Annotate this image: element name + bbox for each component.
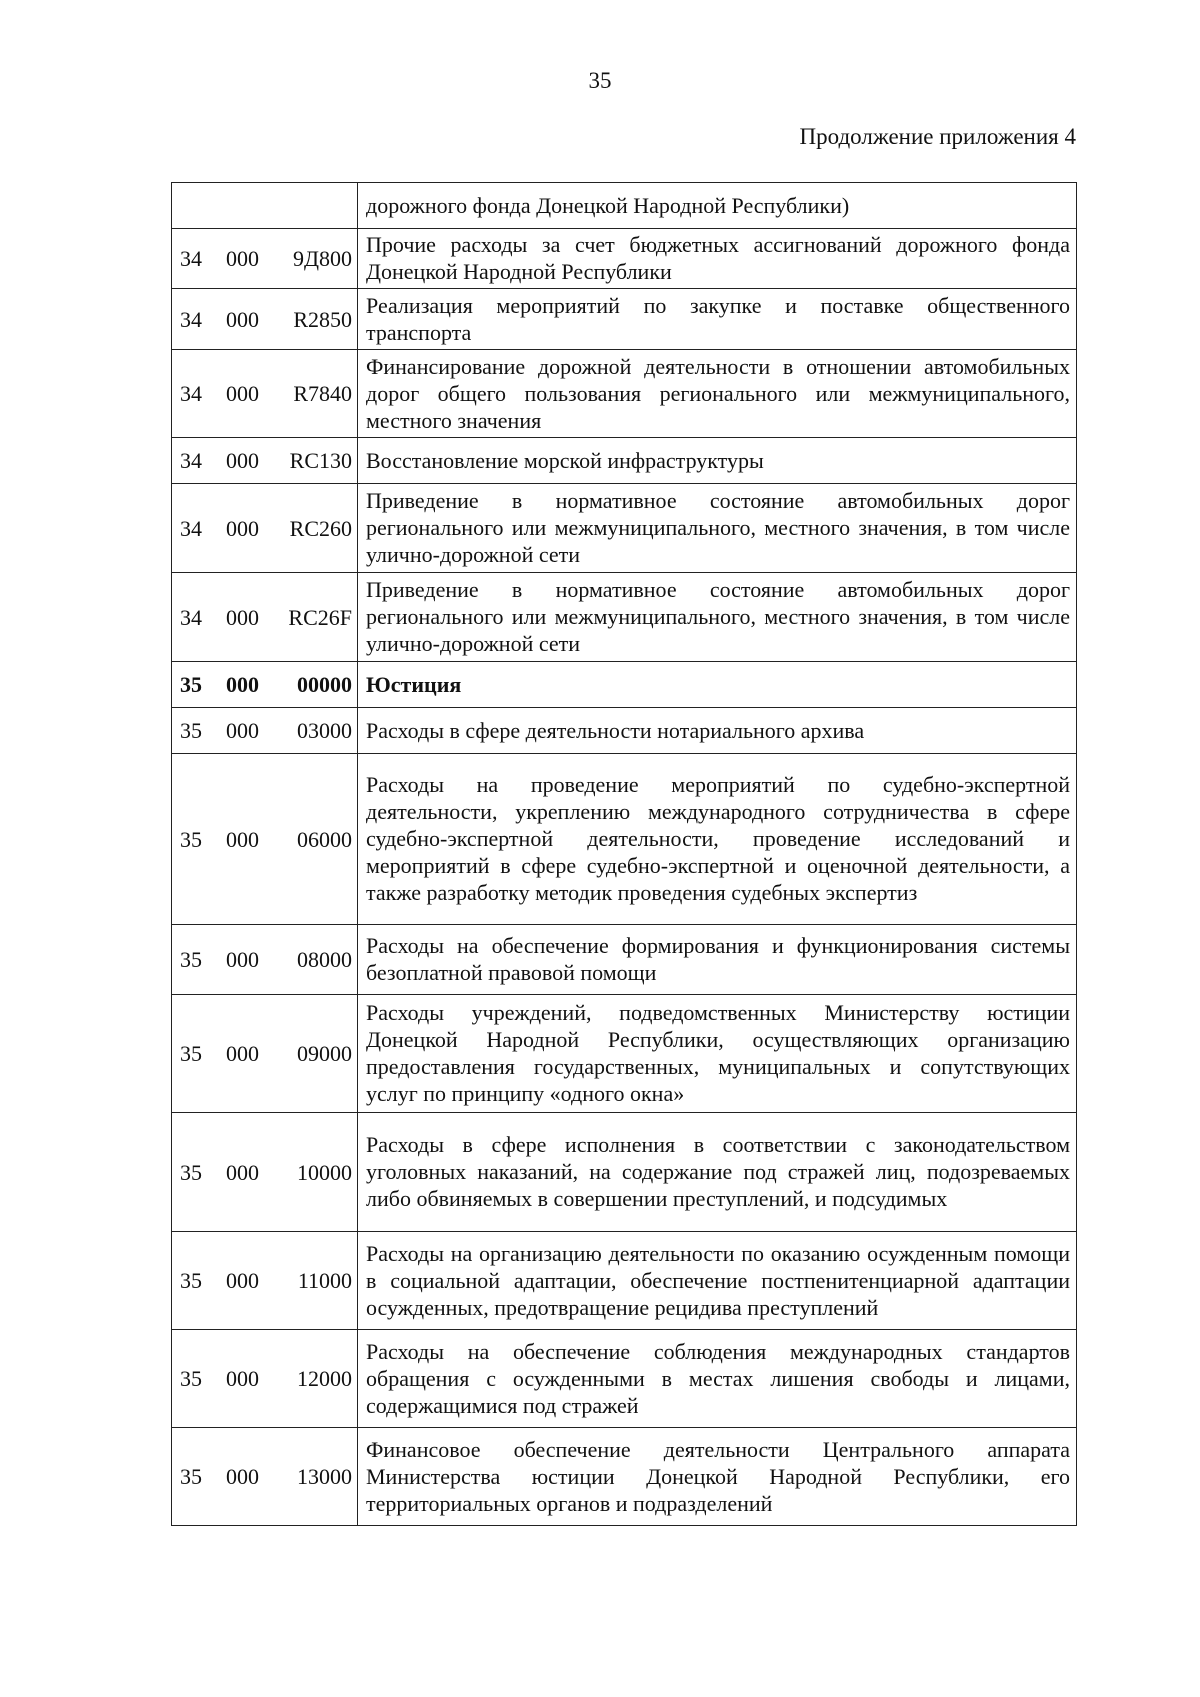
code-part-3: RC26F	[288, 604, 352, 630]
description-cell: Юстиция	[358, 662, 1077, 708]
code-cell	[172, 1113, 358, 1232]
code-part-2: 000	[226, 515, 259, 541]
code-part-3: 06000	[297, 826, 352, 852]
continuation-label: Продолжение приложения 4	[799, 124, 1076, 149]
code-part-1: 35	[180, 672, 202, 697]
table-row	[172, 484, 1077, 573]
code-part-3: 10000	[297, 1159, 352, 1185]
code-part-1: 34	[180, 381, 202, 406]
description-cell: Расходы на проведение мероприятий по судебно-экспертной деятельности, укреплению международного сотрудничества в сфере судебно-экспертной деятельности, проведение исследований и мероприятий в сфере судебно-экспертной и оценочной деятельности, а также разработку методик проведения судебных экспертиз	[358, 754, 1077, 925]
code-part-3: R2850	[293, 306, 352, 332]
code-part-3: 9Д800	[292, 246, 352, 271]
code-part-3: RC130	[289, 448, 352, 473]
table-row	[172, 754, 1077, 925]
code-part-2: 000	[226, 1268, 259, 1293]
table-row	[172, 1232, 1077, 1330]
code-cell	[172, 708, 358, 754]
table-row	[172, 183, 1077, 229]
code-cell	[172, 438, 358, 484]
code-part-1: 34	[180, 246, 202, 271]
code-part-2: 000	[226, 672, 259, 697]
table-row	[172, 289, 1077, 350]
code-part-3: R7840	[293, 381, 352, 406]
code-part-3: 08000	[297, 947, 352, 972]
table-body	[172, 183, 1077, 1526]
code-cell	[172, 289, 358, 350]
code-part-2: 000	[226, 1366, 259, 1391]
table-row	[172, 573, 1077, 662]
description-cell: Расходы на обеспечение формирования и функционирования системы безоплатной правовой помощи	[358, 925, 1077, 995]
code-part-2: 000	[226, 246, 259, 271]
code-part-2: 000	[226, 1041, 259, 1066]
code-part-2: 000	[226, 448, 259, 473]
code-part-2: 000	[226, 381, 259, 406]
code-part-1: 35	[180, 1366, 202, 1391]
code-part-3: 09000	[297, 1041, 352, 1066]
code-cell	[172, 1330, 358, 1428]
table-row	[172, 1330, 1077, 1428]
code-part-1: 35	[180, 1268, 202, 1293]
code-part-2: 000	[226, 1464, 259, 1489]
code-part-1: 34	[180, 448, 202, 473]
code-part-2: 000	[226, 826, 259, 852]
code-part-1: 35	[180, 947, 202, 972]
code-part-3: 03000	[297, 718, 352, 743]
page-number: 35	[588, 68, 612, 93]
description-cell: Прочие расходы за счет бюджетных ассигнований дорожного фонда Донецкой Народной Республики	[358, 229, 1077, 289]
code-cell	[172, 995, 358, 1113]
description-cell: Расходы на обеспечение соблюдения международных стандартов обращения с осужденными в местах лишения свободы и лицами, содержащимися под стражей	[358, 1330, 1077, 1428]
code-part-2: 000	[226, 306, 259, 332]
code-cell	[172, 484, 358, 573]
code-cell	[172, 350, 358, 438]
table-row	[172, 1428, 1077, 1526]
description-cell: Реализация мероприятий по закупке и поставке общественного транспорта	[358, 289, 1077, 350]
description-cell: дорожного фонда Донецкой Народной Республики)	[358, 183, 1077, 229]
code-part-3: RC260	[289, 515, 352, 541]
code-part-1: 35	[180, 1464, 202, 1489]
code-cell	[172, 754, 358, 925]
code-part-3: 11000	[297, 1268, 352, 1293]
code-cell	[172, 1428, 358, 1526]
budget-codes-table	[171, 182, 1077, 1526]
code-part-1: 34	[180, 306, 202, 332]
code-cell	[172, 662, 358, 708]
code-part-2: 000	[226, 947, 259, 972]
description-cell: Расходы в сфере исполнения в соответствии с законодательством уголовных наказаний, на содержание под стражей лиц, подозреваемых либо обвиняемых в совершении преступлений, и подсудимых	[358, 1113, 1077, 1232]
code-cell	[172, 1232, 358, 1330]
code-part-2: 000	[226, 604, 259, 630]
code-cell	[172, 229, 358, 289]
code-part-3: 00000	[297, 672, 352, 697]
description-cell: Расходы учреждений, подведомственных Министерству юстиции Донецкой Народной Республики, осуществляющих организацию предоставления государственных, муниципальных и сопутствующих услуг по принципу «одного окна»	[358, 995, 1077, 1113]
table-row	[172, 229, 1077, 289]
description-cell: Приведение в нормативное состояние автомобильных дорог регионального или межмуниципального, местного значения, в том числе улично-дорожной сети	[358, 573, 1077, 662]
description-cell: Финансирование дорожной деятельности в отношении автомобильных дорог общего пользования регионального или межмуниципального, местного значения	[358, 350, 1077, 438]
code-part-1: 35	[180, 826, 202, 852]
table-row	[172, 925, 1077, 995]
code-part-3: 13000	[297, 1464, 352, 1489]
description-cell: Расходы в сфере деятельности нотариального архива	[358, 708, 1077, 754]
description-cell: Восстановление морской инфраструктуры	[358, 438, 1077, 484]
table-row	[172, 662, 1077, 708]
table-row	[172, 708, 1077, 754]
code-part-2: 000	[226, 718, 259, 743]
code-part-2: 000	[226, 1159, 259, 1185]
table-row	[172, 350, 1077, 438]
table-row	[172, 995, 1077, 1113]
code-part-3: 12000	[297, 1366, 352, 1391]
code-part-1: 35	[180, 1041, 202, 1066]
table-row	[172, 1113, 1077, 1232]
code-part-1: 35	[180, 718, 202, 743]
code-cell	[172, 573, 358, 662]
table-row	[172, 438, 1077, 484]
description-cell: Расходы на организацию деятельности по оказанию осужденным помощи в социальной адаптации, обеспечение постпенитенциарной адаптации осужденных, предотвращение рецидива преступлений	[358, 1232, 1077, 1330]
code-part-1: 35	[180, 1159, 202, 1185]
code-part-1: 34	[180, 604, 202, 630]
code-part-1: 34	[180, 515, 202, 541]
code-cell	[172, 925, 358, 995]
description-cell: Финансовое обеспечение деятельности Центрального аппарата Министерства юстиции Донецкой Народной Республики, его территориальных органов и подразделений	[358, 1428, 1077, 1526]
description-cell: Приведение в нормативное состояние автомобильных дорог регионального или межмуниципального, местного значения, в том числе улично-дорожной сети	[358, 484, 1077, 573]
code-cell	[172, 183, 358, 229]
